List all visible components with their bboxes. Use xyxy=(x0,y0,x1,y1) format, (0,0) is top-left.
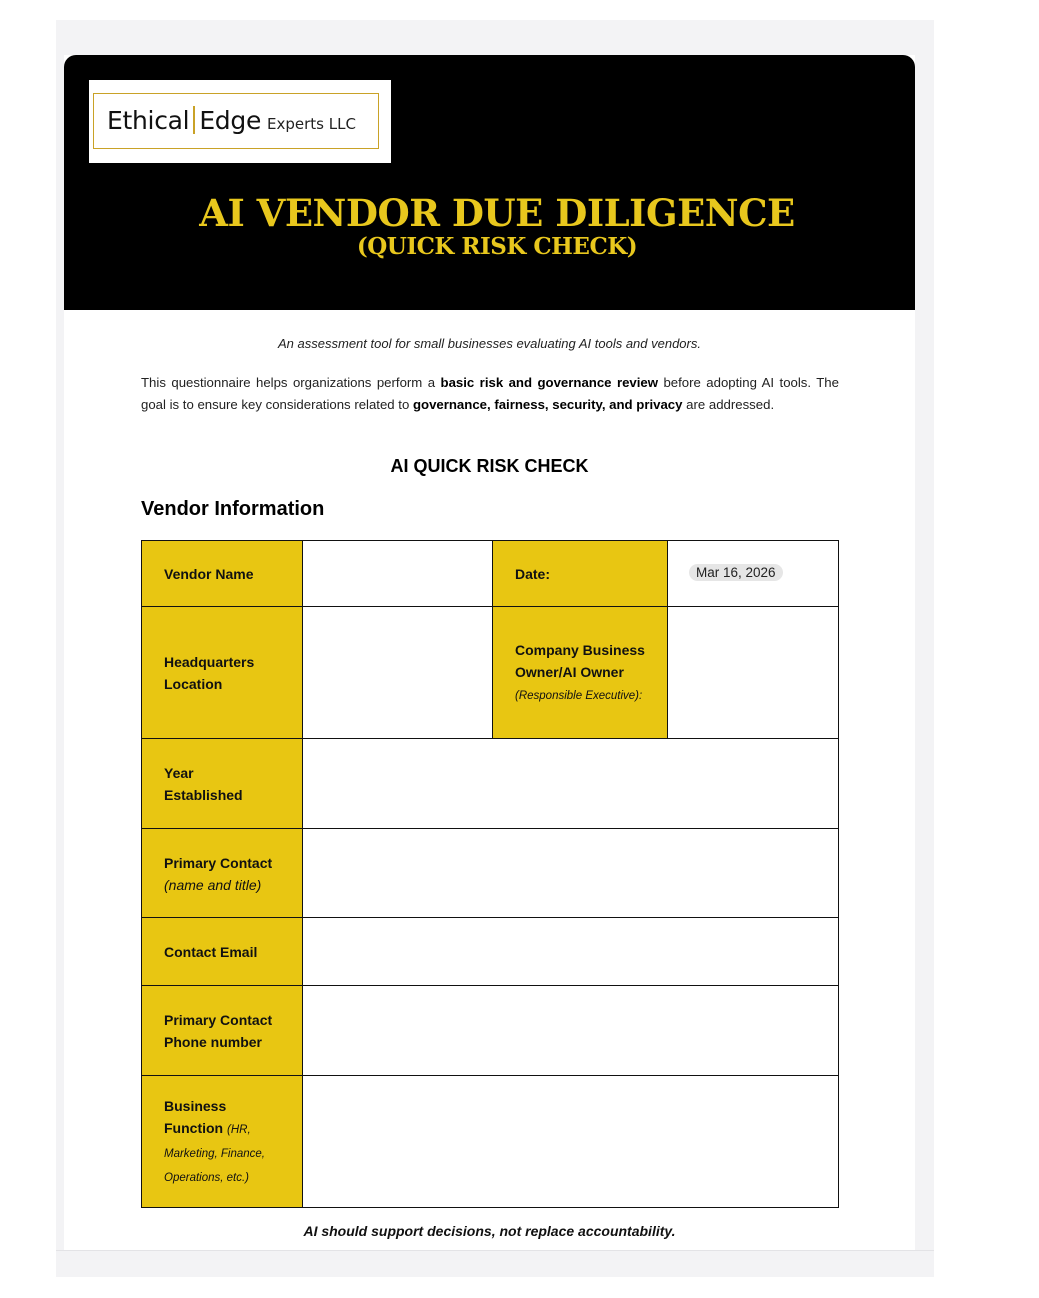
business-function-text: Business Function xyxy=(164,1097,227,1136)
primary-contact-note: (name and title) xyxy=(164,876,262,893)
intro-text-2: before adopting AI tools. The goal is to ensure key considerations related to xyxy=(141,375,839,412)
vendor-name-field[interactable] xyxy=(302,540,494,608)
company-logo xyxy=(89,80,391,163)
intro-bold-1: basic risk and governance review xyxy=(440,375,659,390)
logo-suffix: Experts LLC xyxy=(267,115,356,133)
vendor-name-label: Vendor Name xyxy=(141,540,304,608)
business-owner-label xyxy=(492,606,669,740)
primary-contact-text: Primary Contact xyxy=(164,854,273,871)
document-viewer[interactable] xyxy=(56,20,934,1276)
contact-phone-field[interactable] xyxy=(302,985,839,1077)
contact-email-label: Contact Email xyxy=(141,917,304,987)
primary-contact-field[interactable] xyxy=(302,828,839,919)
contact-email-field[interactable] xyxy=(302,917,839,987)
intro-text-1: This questionnaire helps organizations perform a xyxy=(141,375,441,390)
viewer-bottom-bar xyxy=(56,1250,934,1277)
header-banner xyxy=(64,55,915,310)
vendor-info-heading: Vendor Information xyxy=(141,498,325,520)
business-function-note: (HR, Marketing, Finance, Operations, etc.) xyxy=(164,1123,265,1184)
intro-paragraph xyxy=(141,372,839,415)
document-page xyxy=(64,55,915,1251)
business-owner-field[interactable] xyxy=(667,606,839,740)
document-subtitle: (QUICK RISK CHECK) xyxy=(356,233,638,260)
tagline: An assessment tool for small businesses evaluating AI tools and vendors. xyxy=(278,336,701,351)
business-function-label xyxy=(141,1075,304,1208)
intro-text-3: are addressed. xyxy=(682,396,775,412)
logo-divider xyxy=(193,106,195,134)
section-title: AI QUICK RISK CHECK xyxy=(390,456,589,476)
logo-frame xyxy=(93,93,379,149)
date-field[interactable] xyxy=(667,540,839,608)
logo-brand-part1: Ethical xyxy=(107,106,190,135)
business-owner-note: (Responsible Executive): xyxy=(515,690,643,702)
primary-contact-label xyxy=(141,828,304,919)
intro-bold-2: governance, fairness, security, and privacy xyxy=(412,396,683,412)
contact-phone-label: Primary Contact Phone number xyxy=(141,985,304,1077)
hq-location-field[interactable] xyxy=(302,606,494,740)
date-chip[interactable]: Mar 16, 2026 xyxy=(689,564,783,581)
footer-note: AI should support decisions, not replace accountability. xyxy=(303,1223,676,1239)
document-title: AI VENDOR DUE DILIGENCE xyxy=(199,191,795,235)
business-function-field[interactable] xyxy=(302,1075,839,1208)
hq-location-label: Headquarters Location xyxy=(141,606,304,740)
year-established-field[interactable] xyxy=(302,738,839,830)
logo-brand-part2: Edge xyxy=(199,106,262,135)
date-label: Date: xyxy=(492,540,669,608)
logo-text xyxy=(107,106,356,135)
year-established-label: Year Established xyxy=(141,738,304,830)
business-owner-text: Company Business Owner/AI Owner xyxy=(515,642,645,680)
